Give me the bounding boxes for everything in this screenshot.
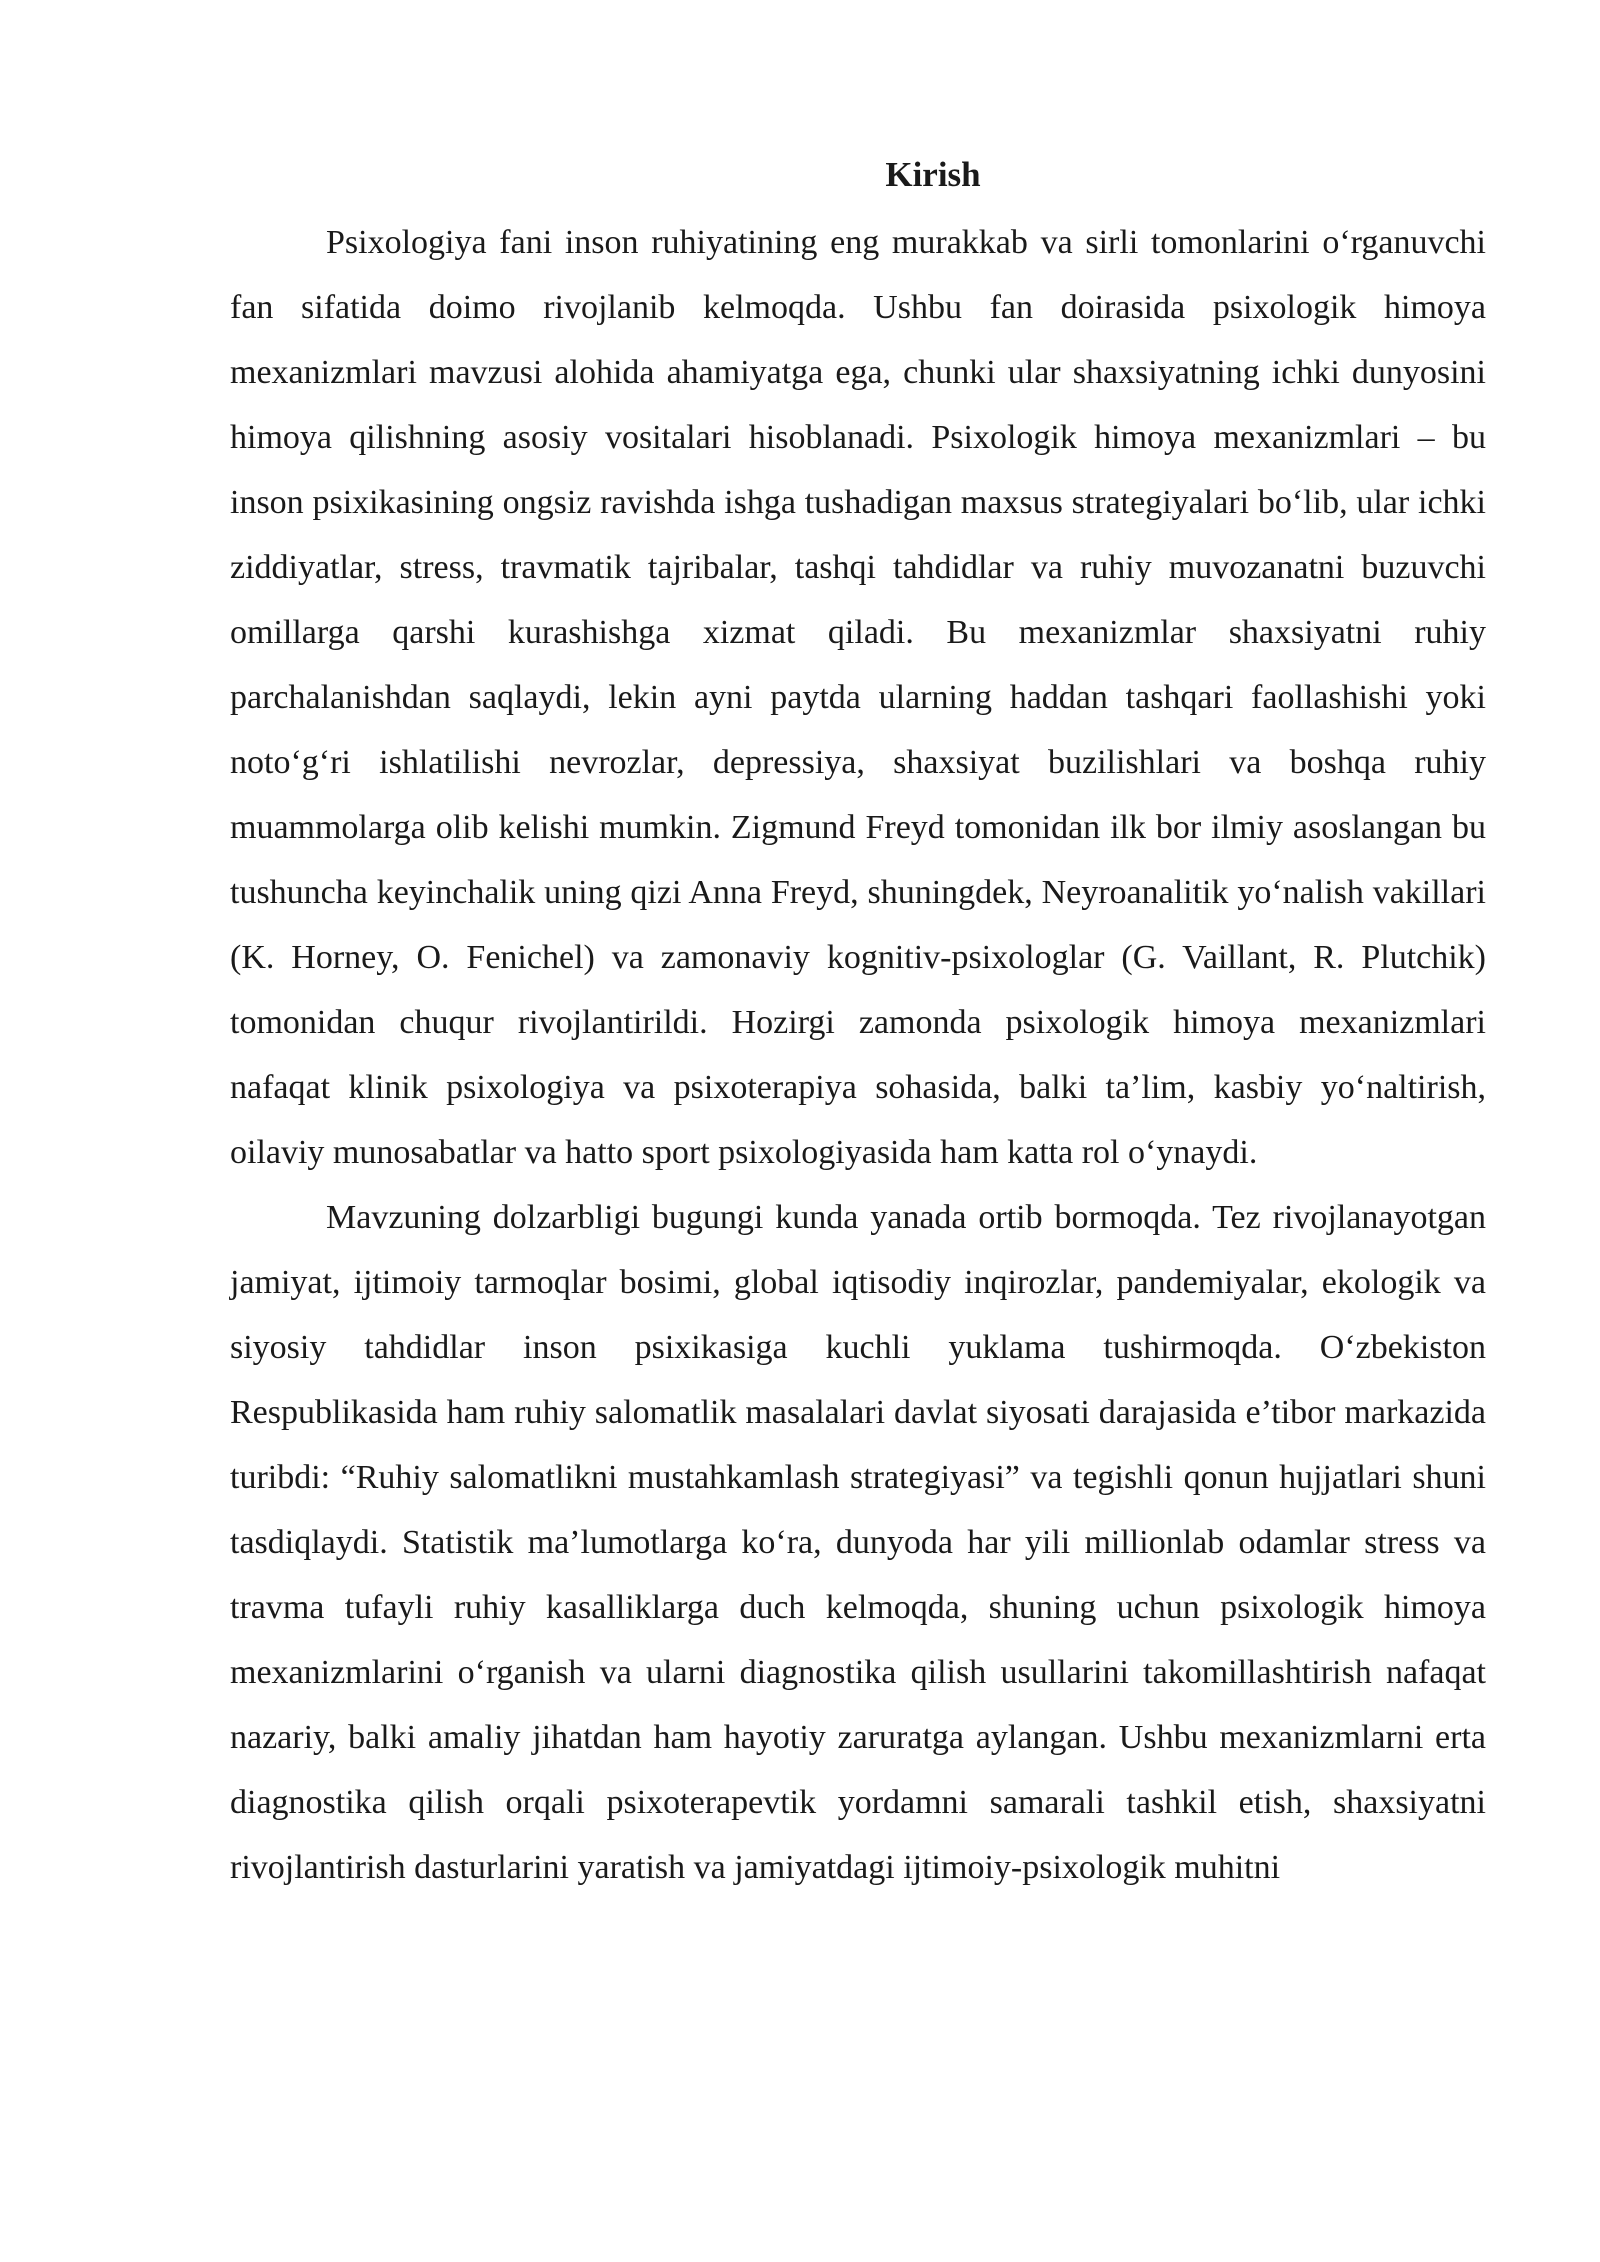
paragraph-relevance: Mavzuning dolzarbligi bugungi kunda yanada ortib bormoqda. Tez rivojlanayotgan jamiyat, ijtimoiy tarmoqlar bosimi, global iqtisodiy inqirozlar, pandemiyalar, ekologik va siyosiy tahdidlar inson psixikasiga kuchli yuklama tushirmoqda. O‘zbekiston Respublikasida ham ruhiy salomatlik masalalari davlat siyosati darajasida e’tibor markazida turibdi: “Ruhiy salomatlikni mustahkamlash strategiyasi” va tegishli qonun hujjatlari shuni tasdiqlaydi. Statistik ma’lumotlarga ko‘ra, dunyoda har yili millionlab odamlar stress va travma tufayli ruhiy kasalliklarga duch kelmoqda, shuning uchun psixologik himoya mexanizmlarini o‘rganish va ularni diagnostika qilish usullarini takomillashtirish nafaqat nazariy, balki amaliy jihatdan ham hayotiy zaruratga aylangan. Ushbu mexanizmlarni erta diagnostika qilish orqali psixoterapevtik yordamni samarali tashkil etish, shaxsiyatni rivojlantirish dasturlarini yaratish va jamiyatdagi ijtimoiy-psixologik muhitni	[230, 1199, 1486, 1886]
section-title: Kirish	[885, 155, 981, 194]
paragraph-introduction: Psixologiya fani inson ruhiyatining eng murakkab va sirli tomonlarini o‘rganuvchi fan sifatida doimo rivojlanib kelmoqda. Ushbu fan doirasida psixologik himoya mexanizmlari mavzusi alohida ahamiyatga ega, chunki ular shaxsiyatning ichki dunyosini himoya qilishning asosiy vositalari hisoblanadi. Psixologik himoya mexanizmlari – bu inson psixikasining ongsiz ravishda ishga tushadigan maxsus strategiyalari bo‘lib, ular ichki ziddiyatlar, stress, travmatik tajribalar, tashqi tahdidlar va ruhiy muvozanatni buzuvchi omillarga qarshi kurashishga xizmat qiladi. Bu mexanizmlar shaxsiyatni ruhiy parchalanishdan saqlaydi, lekin ayni paytda ularning haddan tashqari faollashishi yoki noto‘g‘ri ishlatilishi nevrozlar, depressiya, shaxsiyat buzilishlari va boshqa ruhiy muammolarga olib kelishi mumkin. Zigmund Freyd tomonidan ilk bor ilmiy asoslangan bu tushuncha keyinchalik uning qizi Anna Freyd, shuningdek, Neyroanalitik yo‘nalish vakillari (K. Horney, O. Fenichel) va zamonaviy kognitiv-psixologlar (G. Vaillant, R. Plutchik) tomonidan chuqur rivojlantirildi. Hozirgi zamonda psixologik himoya mexanizmlari nafaqat klinik psixologiya va psixoterapiya sohasida, balki ta’lim, kasbiy yo‘naltirish, oilaviy munosabatlar va hatto sport psixologiyasida ham katta rol o‘ynaydi.	[230, 224, 1486, 1171]
document-body	[230, 148, 1486, 1900]
